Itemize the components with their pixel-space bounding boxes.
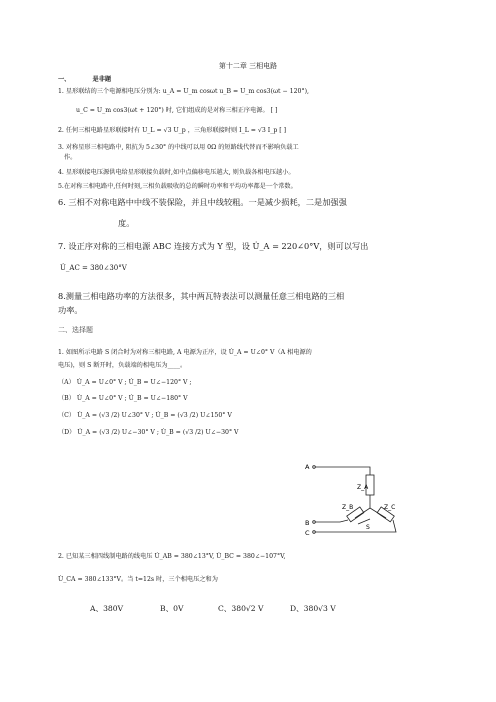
choice-2-option-a: A、380V [90,604,124,613]
question-7-line-1: 7. 设正序对称的三相电源 ABC 连接方式为 Y 型，设 U̇_A = 220∠0°V，则可以写出 [58,241,369,251]
choice-2-option-b: B、0V [160,604,184,613]
node-a-label: A [305,463,310,471]
choice-2-option-c: C、380√2 V [218,604,264,613]
node-c-label: C [305,529,310,537]
zc-label: Z_C [384,504,396,511]
chapter-title: 第十二章 三相电路 [218,62,278,70]
question-3-line-2: 作。 [64,154,77,161]
choice-question-2-line-2: U̇_CA = 380∠133°V。当 t=12s 时，三个相电压之和为 [58,576,218,583]
question-5: 5.在对称三相电路中,任何时刻,三相负载吸收的总的瞬时功率和平均功率都是一个常数。 [58,183,297,190]
wire-b [315,520,348,522]
circuit-diagram [300,458,420,550]
question-1-line-2: u_C = U_m cos3(ωt + 120°) 时, 它们组成的是对称三相正序电源。 [ ] [76,107,278,114]
question-6-line-1: 6. 三相不对称电路中中线不装保险，并且中线较粗。一是减少损耗，二是加强强 [58,197,347,207]
question-7-line-2: U̇_AC = 380∠30°V [60,264,127,272]
terminal-c [313,531,316,534]
question-8-line-1: 8.测量三相电路功率的方法很多，其中两瓦特表法可以测量任意三相电路的三相 [58,291,345,301]
option-c: （C） U̇_A = (√3 /2) U∠30° V ; U̇_B = (√3 /2) U∠150° V [58,412,232,419]
section-number: 一、 [58,76,71,83]
switch-label: S [366,524,370,531]
choice-question-1-line-2: 电压)，则 S 断开时，负载端的相电压为____。 [58,362,187,369]
zb-label: Z_B [342,504,354,511]
section-heading-multiple-choice: 二、选择题 [58,326,93,334]
option-d: （D） U̇_A = (√3 /2) U∠−30° V ; U̇_B = (√3 /2) U∠−30° V [58,429,239,436]
node-b-label: B [305,519,310,527]
question-1-line-1: 1. 星形联结的三个电源相电压分别为: u_A = U_m cosωt u_B = U_m cos3(ωt − 120°), [58,88,309,95]
wire-zb-top [355,508,370,518]
terminal-a [313,466,316,469]
question-6-line-2: 度。 [118,218,135,228]
wire-a [315,467,370,475]
choice-question-2-line-1: 2. 已知某三相四线制电路的线电压 U̇_AB = 380∠13°V, U̇_BC = 380∠−107°V, [58,553,286,560]
choice-question-1-line-1: 1. 如图所示电路 S 闭合时为对称三相电路, A 电源为正序，设 U̇_A = U∠0° V（A 相电源的 [58,349,312,356]
terminal-b [313,521,316,524]
za-label: Z_A [357,484,369,491]
option-a: （A） U̇_A = U∠0° V ; U̇_B = U∠−120° V ; [58,379,192,386]
question-2: 2. 任何三相电路星形联接时有 U_L = √3 U_p ，三角形联接时则 I_L = √3 I_p [ ] [58,127,287,134]
choice-2-option-d: D、380√3 V [290,604,336,613]
section-heading-true-false [58,75,111,84]
question-8-line-2: 功率。 [58,305,83,315]
option-b: （B） U̇_A = U∠0° V ; U̇_B = U∠−180° V [58,395,188,402]
question-4: 4. 星形联接电压源供电给星形联接负载时,如中点偏移电压越大, 则负载各相电压越小。 [58,169,295,176]
question-3-line-1: 3. 对称星形三相电路中, 阻抗为 5∠30° 的中线可以用 0Ω 的短路线代替而不影响负载工 [58,144,299,151]
section-label: 是非题 [92,76,112,83]
